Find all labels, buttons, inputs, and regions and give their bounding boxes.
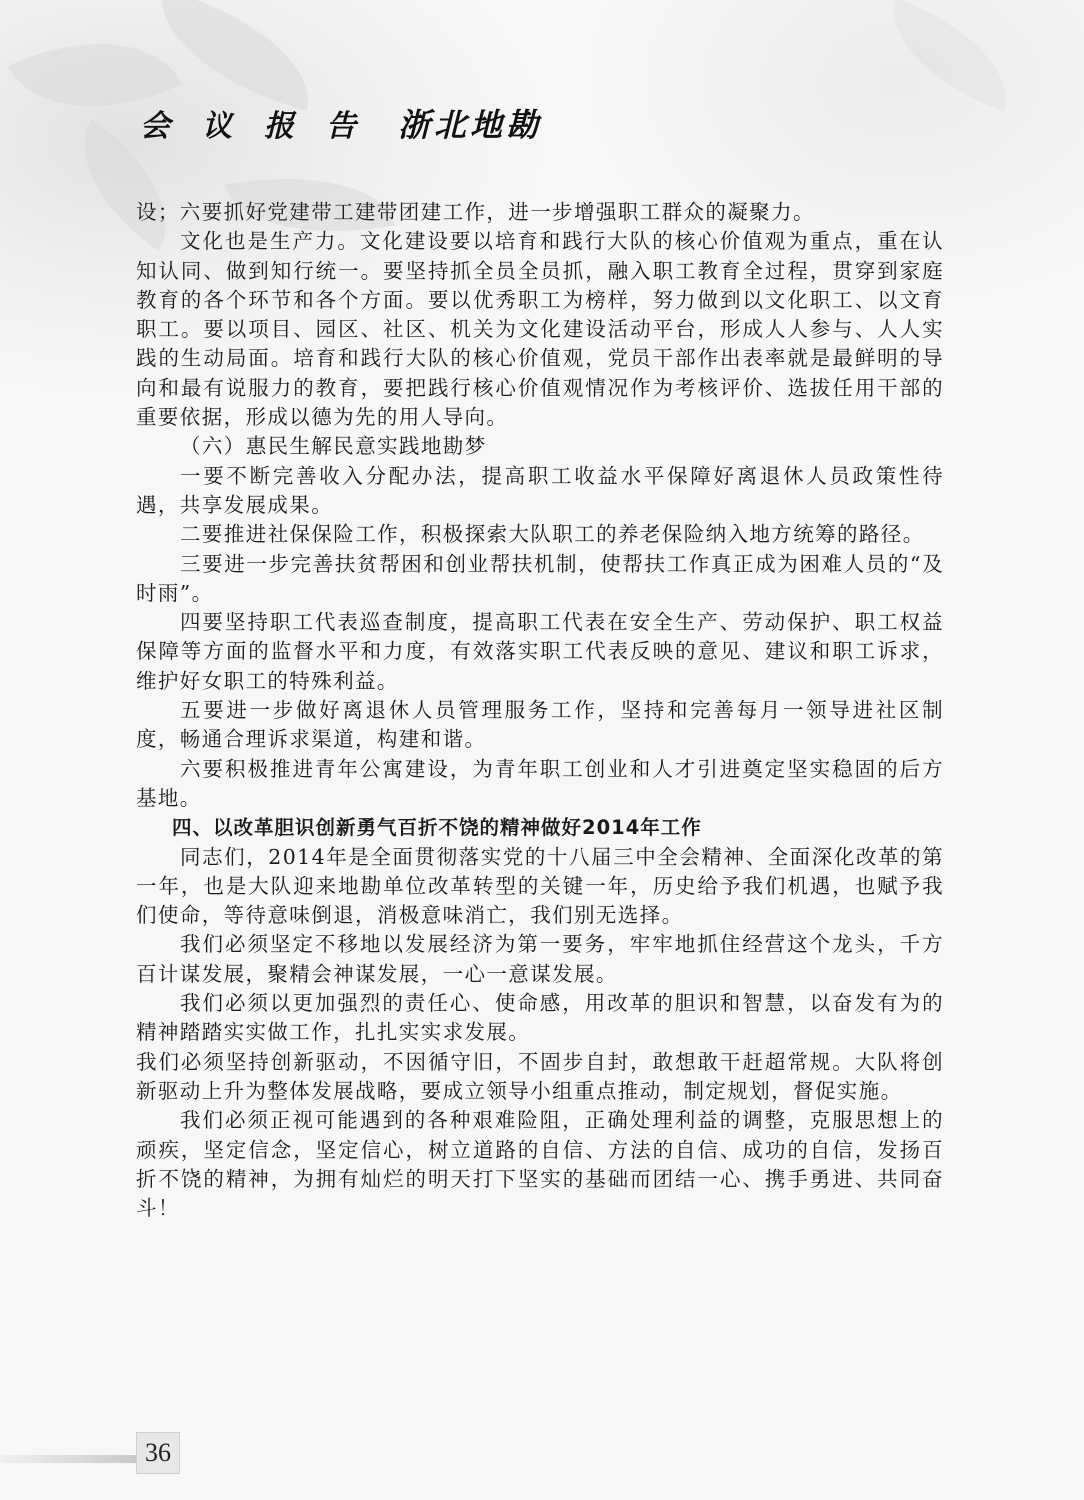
paragraph: 我们必须正视可能遇到的各种艰难险阻，正确处理利益的调整，克服思想上的顽疾，坚定信念，坚定信心，树立道路的自信、方法的自信、成功的自信，发扬百折不饶的精神，为拥有灿烂的明天打下坚实的基础而团结一心、携手勇进、共同奋斗！ xyxy=(136,1108,944,1221)
paragraph: 文化也是生产力。文化建设要以培育和践行大队的核心价值观为重点，重在认知认同、做到知行统一。要坚持抓全员全员抓，融入职工教育全过程，贯穿到家庭教育的各个环节和各个方面。要以优秀职工为榜样，努力做到以文化职工、以文育职工。要以项目、园区、社区、机关为文化建设活动平台，形成人人参与、人人实践的生动局面。培育和践行大队的核心价值观，党员干部作出表率就是最鲜明的导向和最有说服力的教育，要把践行核心价值观情况作为考核评价、选拔任用干部的重要依据，形成以德为先的用人导向。 xyxy=(136,229,944,430)
paragraph: 三要进一步完善扶贫帮困和创业帮扶机制，使帮扶工作真正成为困难人员的“及时雨”。 xyxy=(136,551,944,605)
page-header xyxy=(140,100,542,146)
paragraph: 五要进一步做好离退休人员管理服务工作，坚持和完善每月一领导进社区制度，畅通合理诉求渠道，构建和谐。 xyxy=(136,698,944,752)
paragraph: 一要不断完善收入分配办法，提高职工收益水平保障好离退休人员政策性待遇，共享发展成果。 xyxy=(136,463,944,517)
publication-name: 浙北地勘 xyxy=(398,106,543,144)
article-body xyxy=(136,198,944,1223)
paragraph: 同志们，2014年是全面贯彻落实党的十八届三中全会精神、全面深化改革的第一年，也是大队迎来地勘单位改革转型的关键一年，历史给予我们机遇，也赋予我们使命，等待意味倒退，消极意味消亡，我们别无选择。 xyxy=(136,844,944,928)
leaf-decoration xyxy=(872,0,1027,112)
paragraph: 我们必须坚定不移地以发展经济为第一要务，牢牢地抓住经营这个龙头，千方百计谋发展，聚精会神谋发展，一心一意谋发展。 xyxy=(136,932,944,986)
paragraph: 设；六要抓好党建带工建带团建工作，进一步增强职工群众的凝聚力。 xyxy=(136,200,815,224)
section-heading: 四、以改革胆识创新勇气百折不饶的精神做好2014年工作 xyxy=(172,816,702,840)
subsection-heading: （六）惠民生解民意实践地勘梦 xyxy=(180,434,487,459)
paragraph: 我们必须坚持创新驱动，不因循守旧，不固步自封，敢想敢干赶超常规。大队将创新驱动上升为整体发展战略，要成立领导小组重点推动，制定规划，督促实施。 xyxy=(136,1049,944,1103)
section-title: 会议报告 xyxy=(140,109,388,144)
paragraph: 四要坚持职工代表巡查制度，提高职工代表在安全生产、劳动保护、职工权益保障等方面的监督水平和力度，有效落实职工代表反映的意见、建议和职工诉求，维护好女职工的特殊利益。 xyxy=(136,610,944,693)
leaf-decoration xyxy=(143,0,328,111)
page-number: 36 xyxy=(136,1432,180,1474)
footer-rule xyxy=(0,1455,136,1463)
paragraph: 我们必须以更加强烈的责任心、使命感，用改革的胆识和智慧，以奋发有为的精神踏踏实实做工作，扎扎实实求发展。 xyxy=(136,991,944,1045)
paragraph: 六要积极推进青年公寓建设，为青年职工创业和人才引进奠定坚实稳固的后方基地。 xyxy=(136,756,944,810)
paragraph: 二要推进社保保险工作，积极探索大队职工的养老保险纳入地方统筹的路径。 xyxy=(180,522,925,547)
